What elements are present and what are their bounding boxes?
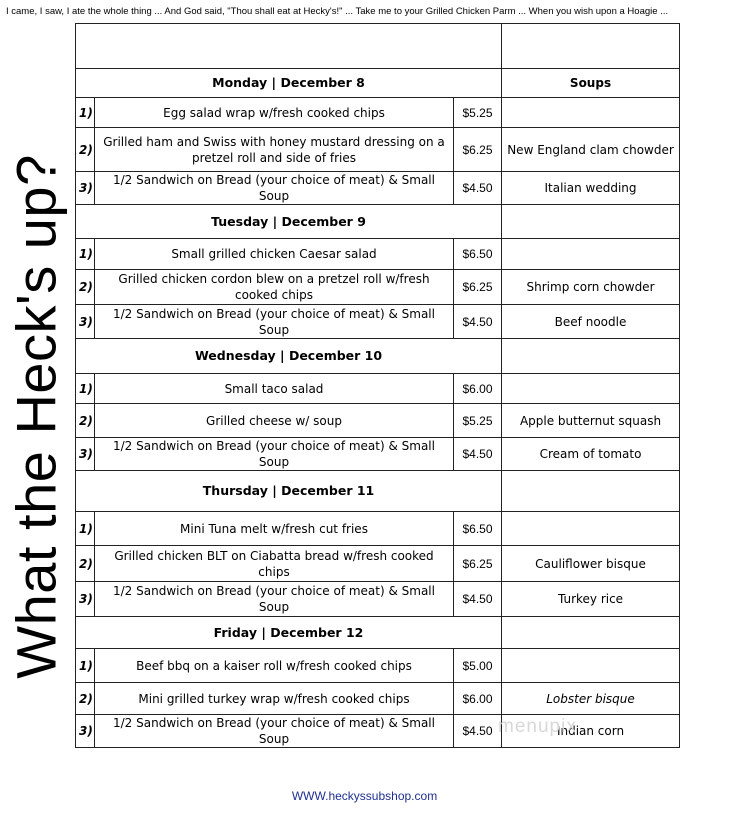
item-number: 2)	[76, 270, 95, 305]
soup-header-blank	[502, 471, 680, 512]
menu-item-row	[76, 172, 680, 205]
item-description: Mini grilled turkey wrap w/fresh cooked chips	[95, 683, 454, 715]
item-number: 3)	[76, 305, 95, 339]
item-number: 1)	[76, 239, 95, 270]
soup-of-day: New England clam chowder	[502, 128, 680, 172]
menu-item-row	[76, 404, 680, 438]
item-number: 1)	[76, 98, 95, 128]
item-number: 2)	[76, 683, 95, 715]
day-heading: Wednesday | December 10	[76, 339, 502, 374]
item-number: 2)	[76, 128, 95, 172]
menu-item-row	[76, 582, 680, 617]
item-price: $5.00	[454, 649, 502, 683]
day-header-row	[76, 617, 680, 649]
item-description: Egg salad wrap w/fresh cooked chips	[95, 98, 454, 128]
soup-of-day	[502, 239, 680, 270]
item-price: $5.25	[454, 404, 502, 438]
item-description: Beef bbq on a kaiser roll w/fresh cooked chips	[95, 649, 454, 683]
day-heading: Monday | December 8	[76, 69, 502, 98]
soups-header: Soups	[502, 69, 680, 98]
soup-of-day: Apple butternut squash	[502, 404, 680, 438]
menu-item-row	[76, 128, 680, 172]
menu-item-row	[76, 546, 680, 582]
item-price: $6.50	[454, 239, 502, 270]
item-price: $4.50	[454, 172, 502, 205]
menupix-watermark: menupix	[498, 716, 577, 737]
weekly-menu-table	[75, 23, 680, 748]
item-price: $4.50	[454, 715, 502, 748]
item-price: $4.50	[454, 582, 502, 617]
soup-of-day: Italian wedding	[502, 172, 680, 205]
day-heading: Friday | December 12	[76, 617, 502, 649]
soup-of-day	[502, 512, 680, 546]
soup-of-day: Cauliflower bisque	[502, 546, 680, 582]
soup-header-blank	[502, 617, 680, 649]
item-number: 2)	[76, 546, 95, 582]
soup-of-day: Beef noodle	[502, 305, 680, 339]
item-price: $6.00	[454, 374, 502, 404]
soup-of-day	[502, 374, 680, 404]
day-heading: Tuesday | December 9	[76, 205, 502, 239]
menu-item-row	[76, 270, 680, 305]
item-description: Grilled chicken BLT on Ciabatta bread w/fresh cooked chips	[95, 546, 454, 582]
item-price: $6.25	[454, 270, 502, 305]
soup-header-blank	[502, 339, 680, 374]
item-description: Grilled ham and Swiss with honey mustard dressing on a pretzel roll and side of fries	[95, 128, 454, 172]
menu-item-row	[76, 98, 680, 128]
soup-of-day: Turkey rice	[502, 582, 680, 617]
blank-header-cell	[76, 24, 502, 69]
day-header-row	[76, 205, 680, 239]
blank-header-row	[76, 24, 680, 69]
day-header-row	[76, 471, 680, 512]
menu-item-row	[76, 239, 680, 270]
blank-soup-header-cell	[502, 24, 680, 69]
item-price: $6.00	[454, 683, 502, 715]
soup-header-blank	[502, 205, 680, 239]
item-description: Grilled chicken cordon blew on a pretzel roll w/fresh cooked chips	[95, 270, 454, 305]
item-description: 1/2 Sandwich on Bread (your choice of meat) & Small Soup	[95, 715, 454, 748]
item-description: Small grilled chicken Caesar salad	[95, 239, 454, 270]
item-number: 3)	[76, 172, 95, 205]
item-number: 3)	[76, 582, 95, 617]
item-description: Mini Tuna melt w/fresh cut fries	[95, 512, 454, 546]
header-tagline: I came, I saw, I ate the whole thing ... And God said, "Thou shall eat at Hecky's!" ... Take me to your Grilled Chicken Parm ... When you wish upon a Hoagie ...	[6, 6, 669, 17]
side-title-text: What the Heck's up?	[4, 153, 68, 679]
soup-of-day	[502, 649, 680, 683]
menu-item-row	[76, 649, 680, 683]
item-number: 1)	[76, 512, 95, 546]
soup-of-day: Lobster bisque	[502, 683, 680, 715]
soup-of-day: Shrimp corn chowder	[502, 270, 680, 305]
item-number: 1)	[76, 649, 95, 683]
item-number: 1)	[76, 374, 95, 404]
item-description: Small taco salad	[95, 374, 454, 404]
soup-of-day	[502, 98, 680, 128]
item-price: $6.50	[454, 512, 502, 546]
item-price: $6.25	[454, 546, 502, 582]
website-link[interactable]: WWW.heckyssubshop.com	[291, 789, 438, 803]
item-number: 3)	[76, 715, 95, 748]
item-price: $4.50	[454, 305, 502, 339]
side-title	[4, 146, 68, 686]
menu-item-row	[76, 512, 680, 546]
item-price: $4.50	[454, 438, 502, 471]
day-header-row	[76, 69, 680, 98]
day-heading: Thursday | December 11	[76, 471, 502, 512]
day-header-row	[76, 339, 680, 374]
menu-item-row	[76, 683, 680, 715]
item-number: 2)	[76, 404, 95, 438]
item-number: 3)	[76, 438, 95, 471]
item-description: 1/2 Sandwich on Bread (your choice of meat) & Small Soup	[95, 172, 454, 205]
soup-of-day: Indian corn	[502, 715, 680, 748]
item-description: 1/2 Sandwich on Bread (your choice of meat) & Small Soup	[95, 305, 454, 339]
item-price: $5.25	[454, 98, 502, 128]
menu-item-row	[76, 305, 680, 339]
menu-item-row	[76, 374, 680, 404]
item-description: Grilled cheese w/ soup	[95, 404, 454, 438]
soup-of-day: Cream of tomato	[502, 438, 680, 471]
menu-item-row	[76, 438, 680, 471]
item-price: $6.25	[454, 128, 502, 172]
menu-item-row	[76, 715, 680, 748]
item-description: 1/2 Sandwich on Bread (your choice of meat) & Small Soup	[95, 582, 454, 617]
item-description: 1/2 Sandwich on Bread (your choice of meat) & Small Soup	[95, 438, 454, 471]
